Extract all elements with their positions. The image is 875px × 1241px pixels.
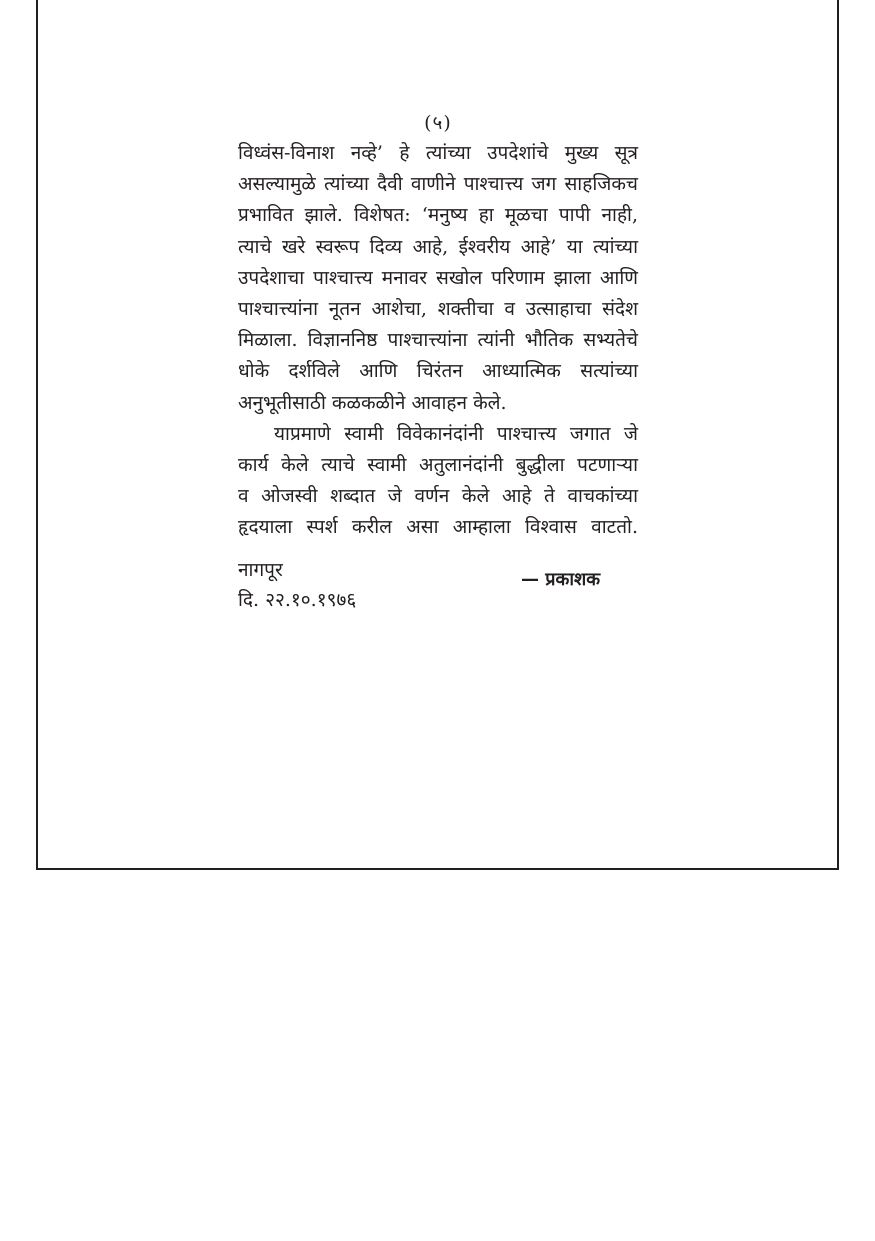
text-line: व ओजस्वी शब्दात जे वर्णन केले आहे ते वाचकांच्या [238, 485, 638, 508]
text-line: हृदयाला स्पर्श करील असा आम्हाला विश्वास वाटतो. [238, 516, 638, 539]
text-line: मिळाला. विज्ञाननिष्ठ पाश्चात्त्यांना त्यांनी भौतिक सभ्यतेचे [238, 329, 638, 352]
publisher-signature: — प्रकाशक [521, 569, 601, 591]
text-line: विध्वंस-विनाश नव्हे’ हे त्यांच्या उपदेशांचे मुख्य सूत्र [238, 142, 638, 164]
text-line: प्रभावित झाले. विशेषत: ‘मनुष्य हा मूळचा पापी नाही, [238, 204, 638, 227]
date: दि. २२.१०.१९७६ [238, 589, 357, 612]
text-line: कार्य केले त्याचे स्वामी अतुलानंदांनी बुद्धीला पटणाऱ्या [238, 453, 638, 476]
paragraph-1 [238, 138, 638, 419]
paragraph-2 [238, 419, 638, 544]
text-line: अनुभूतीसाठी कळकळीने आवाहन केले. [238, 391, 507, 414]
text-line: त्याचे खरे स्वरूप दिव्य आहे, ईश्वरीय आहे’ या त्यांच्या [238, 235, 638, 258]
text-line: पाश्चात्त्यांना नूतन आशेचा, शक्तीचा व उत्साहाचा संदेश [238, 297, 638, 320]
text-line: उपदेशाचा पाश्चात्त्य मनावर सखोल परिणाम झाला आणि [238, 266, 638, 289]
page-content [238, 110, 638, 615]
text-line: धोके दर्शविले आणि चिरंतन आध्यात्मिक सत्यांच्या [238, 360, 638, 383]
place-name: नागपूर [238, 559, 283, 582]
footer [238, 555, 638, 615]
page-number: (५) [424, 112, 452, 134]
text-line: असल्यामुळे त्यांच्या दैवी वाणीने पाश्चात्त्य जग साहजिकच [238, 173, 638, 196]
text-line: याप्रमाणे स्वामी विवेकानंदांनी पाश्चात्त्य जगात जे [274, 422, 638, 445]
